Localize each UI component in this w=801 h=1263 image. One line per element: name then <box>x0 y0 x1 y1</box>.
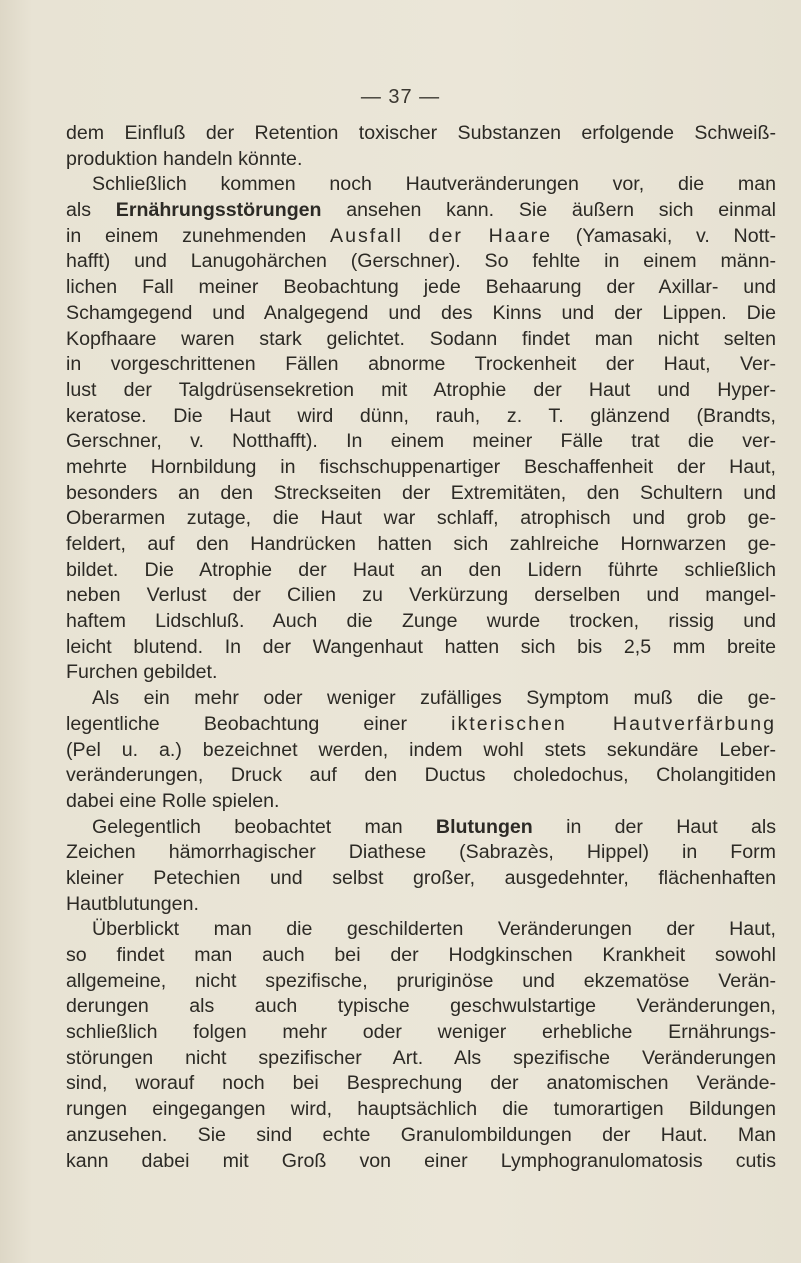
text-line <box>66 738 776 764</box>
text-line <box>66 249 776 275</box>
text-line <box>66 532 776 558</box>
body-text <box>66 121 776 1174</box>
text-run: lust der Talgdrüsensekretion mit Atrophie der Haut und Hyper- <box>66 378 776 401</box>
text-run: hafft) und Lanugohärchen (Gerschner). So fehlte in einem männ- <box>66 250 776 273</box>
text-run: rungen eingegangen wird, hauptsächlich die tumorartigen Bildungen <box>66 1098 776 1121</box>
text-line <box>66 815 776 841</box>
text-run: (Yamasaki, v. Nott- <box>552 224 776 247</box>
text-run: anzusehen. Sie sind echte Granulombildungen der Haut. Man <box>66 1123 776 1146</box>
page-number: — 37 — <box>360 86 441 108</box>
text-line <box>66 1020 776 1046</box>
text-run: in vorgeschrittenen Fällen abnorme Trockenheit der Haut, Ver- <box>66 353 776 376</box>
text-line <box>66 1046 776 1072</box>
text-run: dabei eine Rolle spielen. <box>66 789 280 812</box>
text-line <box>66 481 776 507</box>
text-line <box>66 378 776 404</box>
text-line <box>66 789 776 815</box>
spaced-term: ikterischen Hautverfärbung <box>451 712 776 735</box>
text-run: derungen als auch typische geschwulstartige Veränderungen, <box>66 995 776 1018</box>
text-line <box>66 1149 776 1175</box>
text-line <box>66 917 776 943</box>
text-run: dem Einfluß der Retention toxischer Substanzen erfolgende Schweiß- <box>66 122 776 144</box>
text-run: (Pel u. a.) bezeichnet werden, indem wohl stets sekundäre Leber- <box>66 738 776 761</box>
text-run: schließlich folgen mehr oder weniger erhebliche Ernährungs- <box>66 1021 776 1044</box>
text-run: in einem zunehmenden <box>66 224 331 247</box>
text-run: so findet man auch bei der Hodgkinschen Krankheit sowohl <box>66 944 776 966</box>
text-line <box>66 301 776 327</box>
text-run: mehrte Hornbildung in fischschuppenartiger Beschaffenheit der Haut, <box>66 455 776 478</box>
text-run: allgemeine, nicht spezifische, pruriginöse und ekzematöse Verän- <box>66 969 776 992</box>
text-run: feldert, auf den Handrücken hatten sich zahlreiche Hornwarzen ge- <box>66 533 776 555</box>
text-run: kann dabei mit Groß von einer Lymphogranulomatosis cutis <box>66 1149 776 1172</box>
text-line <box>66 506 776 532</box>
text-run: bildet. Die Atrophie der Haut an den Lidern führte schließlich <box>66 558 776 581</box>
text-run: Oberarmen zutage, die Haut war schlaff, atrophisch und grob ge- <box>66 507 776 530</box>
text-line <box>66 660 776 686</box>
text-line <box>66 943 776 969</box>
text-line <box>66 609 776 635</box>
text-run: keratose. Die Haut wird dünn, rauh, z. T. glänzend (Brandts, <box>66 404 776 427</box>
text-run: Überblickt man die geschilderten Veränderungen der Haut, <box>92 918 776 941</box>
text-line <box>66 455 776 481</box>
text-line <box>66 892 776 918</box>
text-line <box>66 686 776 712</box>
text-line <box>66 404 776 430</box>
text-line <box>66 1097 776 1123</box>
text-run: störungen nicht spezifischer Art. Als spezifische Veränderungen <box>66 1046 776 1069</box>
text-line <box>66 1123 776 1149</box>
bold-term: Ernährungsstörungen <box>115 199 322 222</box>
text-run: neben Verlust der Cilien zu Verkürzung derselben und mangel- <box>66 584 776 607</box>
text-line <box>66 763 776 789</box>
spaced-term: Ausfall der Haare <box>330 224 552 247</box>
text-run: Zeichen hämorrhagischer Diathese (Sabrazès, Hippel) in Form <box>66 841 776 864</box>
text-line <box>66 275 776 301</box>
text-line <box>66 327 776 353</box>
text-run: Hautblutungen. <box>66 892 199 915</box>
text-run: legentliche Beobachtung einer <box>66 712 452 735</box>
text-run: in der Haut als <box>532 815 776 838</box>
text-run: Als ein mehr oder weniger zufälliges Symptom muß die ge- <box>92 687 776 710</box>
text-run: Schließlich kommen noch Hautveränderungen vor, die man <box>92 173 776 196</box>
text-line <box>66 1071 776 1097</box>
text-run: Schamgegend und Analgegend und des Kinns und der Lippen. Die <box>66 301 776 324</box>
text-run: als <box>66 199 116 222</box>
text-run: sind, worauf noch bei Besprechung der anatomischen Verände- <box>66 1072 776 1095</box>
text-run: haftem Lidschluß. Auch die Zunge wurde trocken, rissig und <box>66 610 776 633</box>
text-line <box>66 429 776 455</box>
text-line <box>66 969 776 995</box>
text-run: veränderungen, Druck auf den Ductus choledochus, Cholangitiden <box>66 764 776 787</box>
text-line <box>66 198 776 224</box>
text-line <box>66 224 776 250</box>
text-run: kleiner Petechien und selbst großer, ausgedehnter, flächenhaften <box>66 866 776 889</box>
text-run: Kopfhaare waren stark gelichtet. Sodann findet man nicht selten <box>66 327 776 350</box>
text-run: lichen Fall meiner Beobachtung jede Behaarung der Axillar- und <box>66 276 776 299</box>
text-line <box>66 352 776 378</box>
text-line <box>66 558 776 584</box>
text-run: ansehen kann. Sie äußern sich einmal <box>321 199 776 222</box>
text-run: besonders an den Streckseiten der Extremitäten, den Schultern und <box>66 481 776 504</box>
text-line <box>66 583 776 609</box>
text-line <box>66 866 776 892</box>
bold-term: Blutungen <box>435 815 533 838</box>
text-run: Gerschner, v. Notthafft). In einem meiner Fälle trat die ver- <box>66 430 776 453</box>
text-line <box>66 840 776 866</box>
text-line <box>66 147 776 173</box>
text-run: Gelegentlich beobachtet man <box>92 815 436 838</box>
text-line <box>66 172 776 198</box>
text-run: produktion handeln könnte. <box>66 147 303 170</box>
text-run: leicht blutend. In der Wangenhaut hatten sich bis 2,5 mm breite <box>66 635 776 658</box>
text-run: Furchen gebildet. <box>66 661 218 684</box>
text-line <box>66 994 776 1020</box>
text-line <box>66 712 776 738</box>
text-line <box>66 121 776 147</box>
text-line <box>66 635 776 661</box>
